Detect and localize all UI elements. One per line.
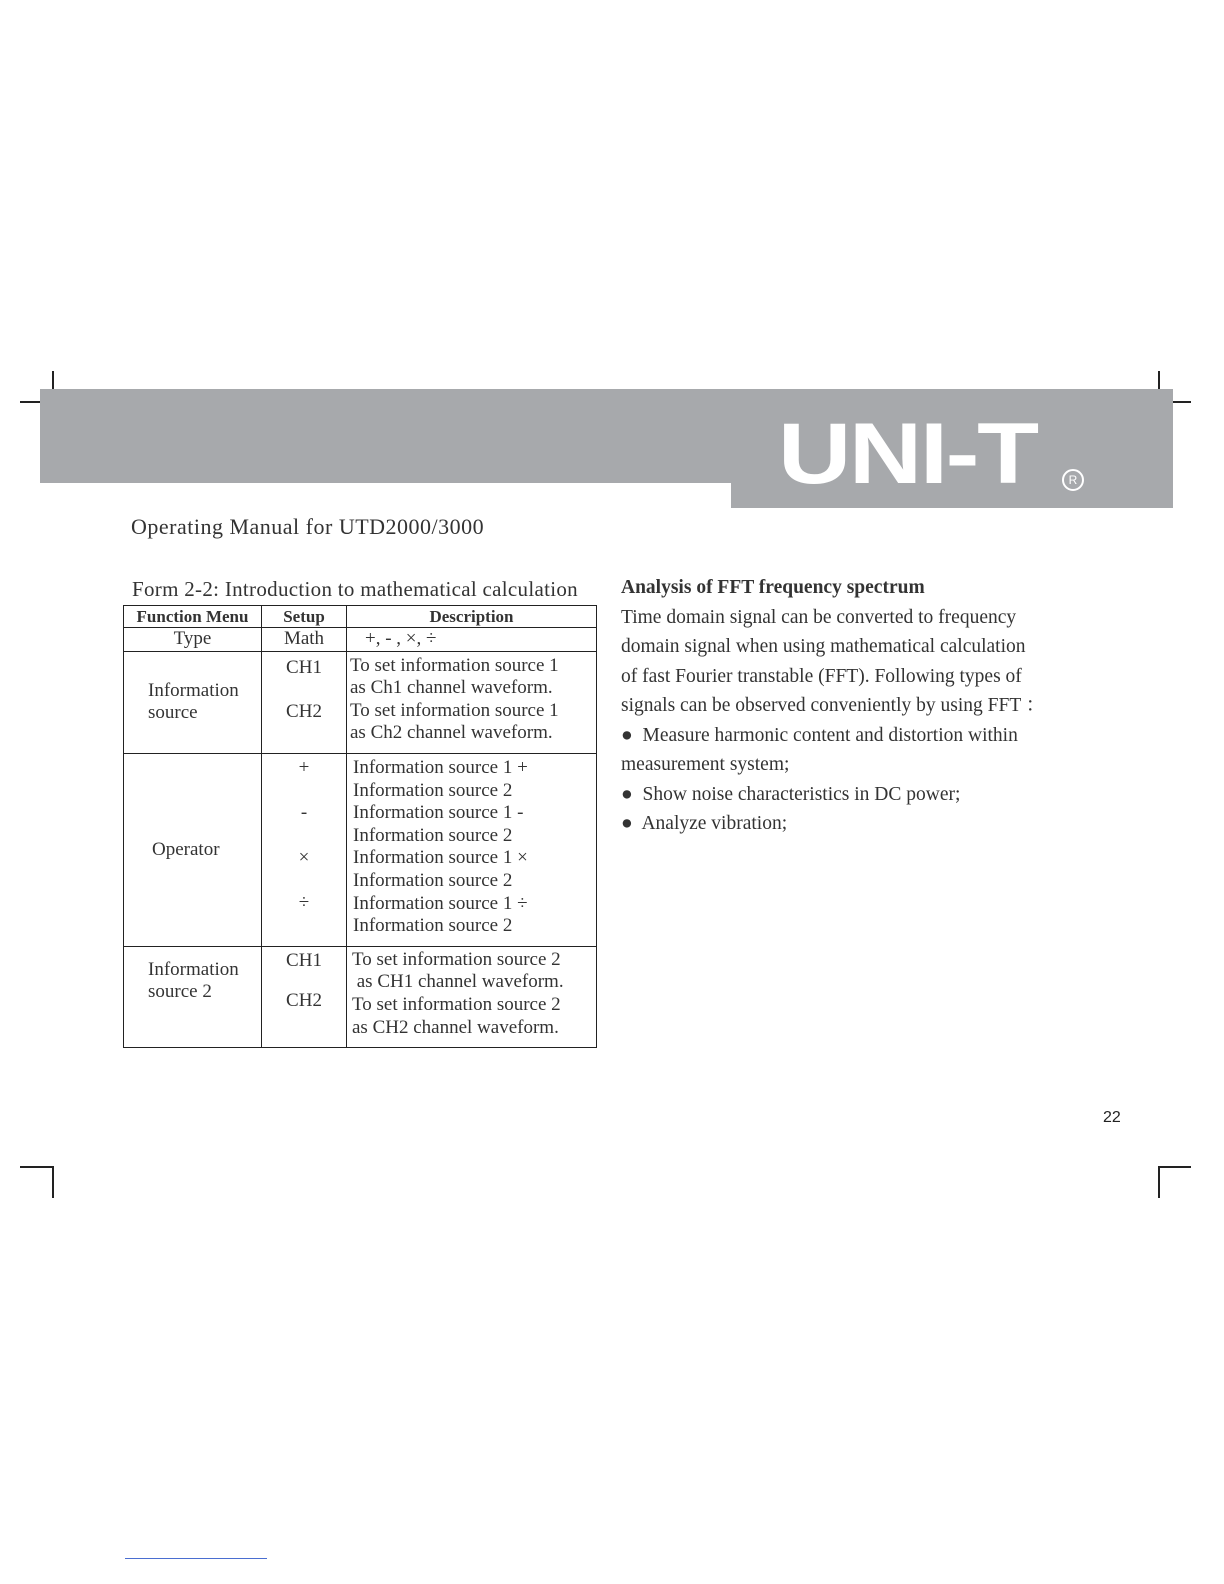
description-line: as Ch2 channel waveform.	[350, 722, 553, 744]
description-line: To set information source 1	[350, 654, 559, 676]
description-cell	[347, 946, 597, 1047]
operator-symbol: -	[300, 801, 308, 823]
math-calculation-table	[123, 605, 597, 1048]
bullet-text: Analyze vibration;	[641, 813, 788, 834]
manual-title: Operating Manual for UTD2000/3000	[131, 514, 485, 539]
bullet-icon: ●	[621, 783, 633, 805]
operator-symbol: ×	[298, 846, 310, 868]
body-line: of fast Fourier transtable (FFT). Following types of	[621, 665, 1022, 687]
crop-mark	[1158, 1166, 1191, 1168]
bottom-link-underline[interactable]	[125, 1558, 267, 1559]
fft-section	[621, 573, 1091, 839]
crop-mark	[20, 1166, 53, 1168]
menu-line: Information	[148, 679, 239, 701]
menu-cell: Operator	[124, 753, 262, 946]
setup-value: CH1	[286, 656, 322, 678]
page-number: 22	[1103, 1109, 1121, 1126]
table-row	[124, 946, 597, 1047]
description-line: as Ch1 channel waveform.	[350, 677, 553, 699]
operator-symbol: ÷	[298, 891, 310, 913]
column-header: Description	[347, 606, 597, 628]
setup-cell	[262, 753, 347, 946]
setup-value: CH1	[286, 949, 322, 971]
body-line: domain signal when using mathematical calculation	[621, 636, 1026, 657]
menu-cell	[124, 946, 262, 1047]
bullet-text: Measure harmonic content and distortion within	[642, 724, 1018, 746]
crop-mark	[52, 1166, 54, 1198]
description-line: To set information source 1	[350, 699, 559, 721]
setup-cell	[262, 946, 347, 1047]
body-line: Time domain signal can be converted to frequency	[621, 606, 1017, 628]
bullet-item	[621, 721, 1091, 751]
column-header: Function Menu	[124, 606, 262, 628]
description-line: To set information source 2	[352, 993, 561, 1015]
crop-mark	[20, 401, 40, 403]
crop-mark	[1158, 1166, 1160, 1198]
description-line: To set information source 2	[352, 948, 561, 970]
description-line: Information source 2	[353, 779, 513, 801]
menu-line: source 2	[148, 981, 212, 1003]
bullet-text: Show noise characteristics in DC power;	[642, 783, 961, 805]
description-line: Information source 1 ÷	[353, 892, 528, 914]
registered-mark-icon: R	[1062, 469, 1084, 491]
body-line: signals can be observed conveniently by using FFT ：	[621, 695, 1046, 716]
menu-cell	[124, 651, 262, 753]
bullet-icon: ●	[621, 724, 633, 746]
description-cell: +, - , ×, ÷	[347, 628, 597, 652]
operator-symbol: +	[298, 756, 310, 778]
menu-line: Information	[148, 958, 239, 980]
setup-value: CH2	[286, 701, 322, 723]
menu-cell: Type	[124, 628, 262, 652]
table-row	[124, 628, 597, 652]
crop-mark	[1173, 401, 1191, 403]
description-cell	[347, 651, 597, 753]
bullet-continuation: measurement system;	[621, 754, 790, 775]
table-row	[124, 651, 597, 753]
setup-value: CH2	[286, 990, 322, 1012]
description-line: as CH2 channel waveform.	[352, 1016, 559, 1038]
column-header: Setup	[262, 606, 347, 628]
description-line: Information source 2	[353, 869, 513, 891]
bullet-icon: ●	[621, 813, 633, 834]
brand-logo: UNI-T	[778, 406, 1037, 502]
crop-mark	[1158, 371, 1160, 389]
table-header-row	[124, 606, 597, 628]
description-line: Information source 1 ×	[353, 847, 528, 869]
crop-mark	[52, 371, 54, 389]
setup-cell	[262, 651, 347, 753]
description-line: Information source 2	[353, 824, 513, 846]
description-line: Information source 2	[353, 915, 513, 937]
description-line: Information source 1 +	[353, 756, 528, 778]
fft-heading: Analysis of FFT frequency spectrum	[621, 577, 925, 598]
setup-cell: Math	[262, 628, 347, 652]
description-cell	[347, 753, 597, 946]
bullet-item	[621, 780, 1091, 810]
form-caption: Form 2-2: Introduction to mathematical calculation	[132, 577, 578, 601]
description-line: Information source 1 -	[353, 802, 524, 824]
menu-line: source	[148, 702, 198, 724]
table-row	[124, 753, 597, 946]
description-line: as CH1 channel waveform.	[352, 971, 564, 993]
bullet-item	[621, 809, 1091, 839]
